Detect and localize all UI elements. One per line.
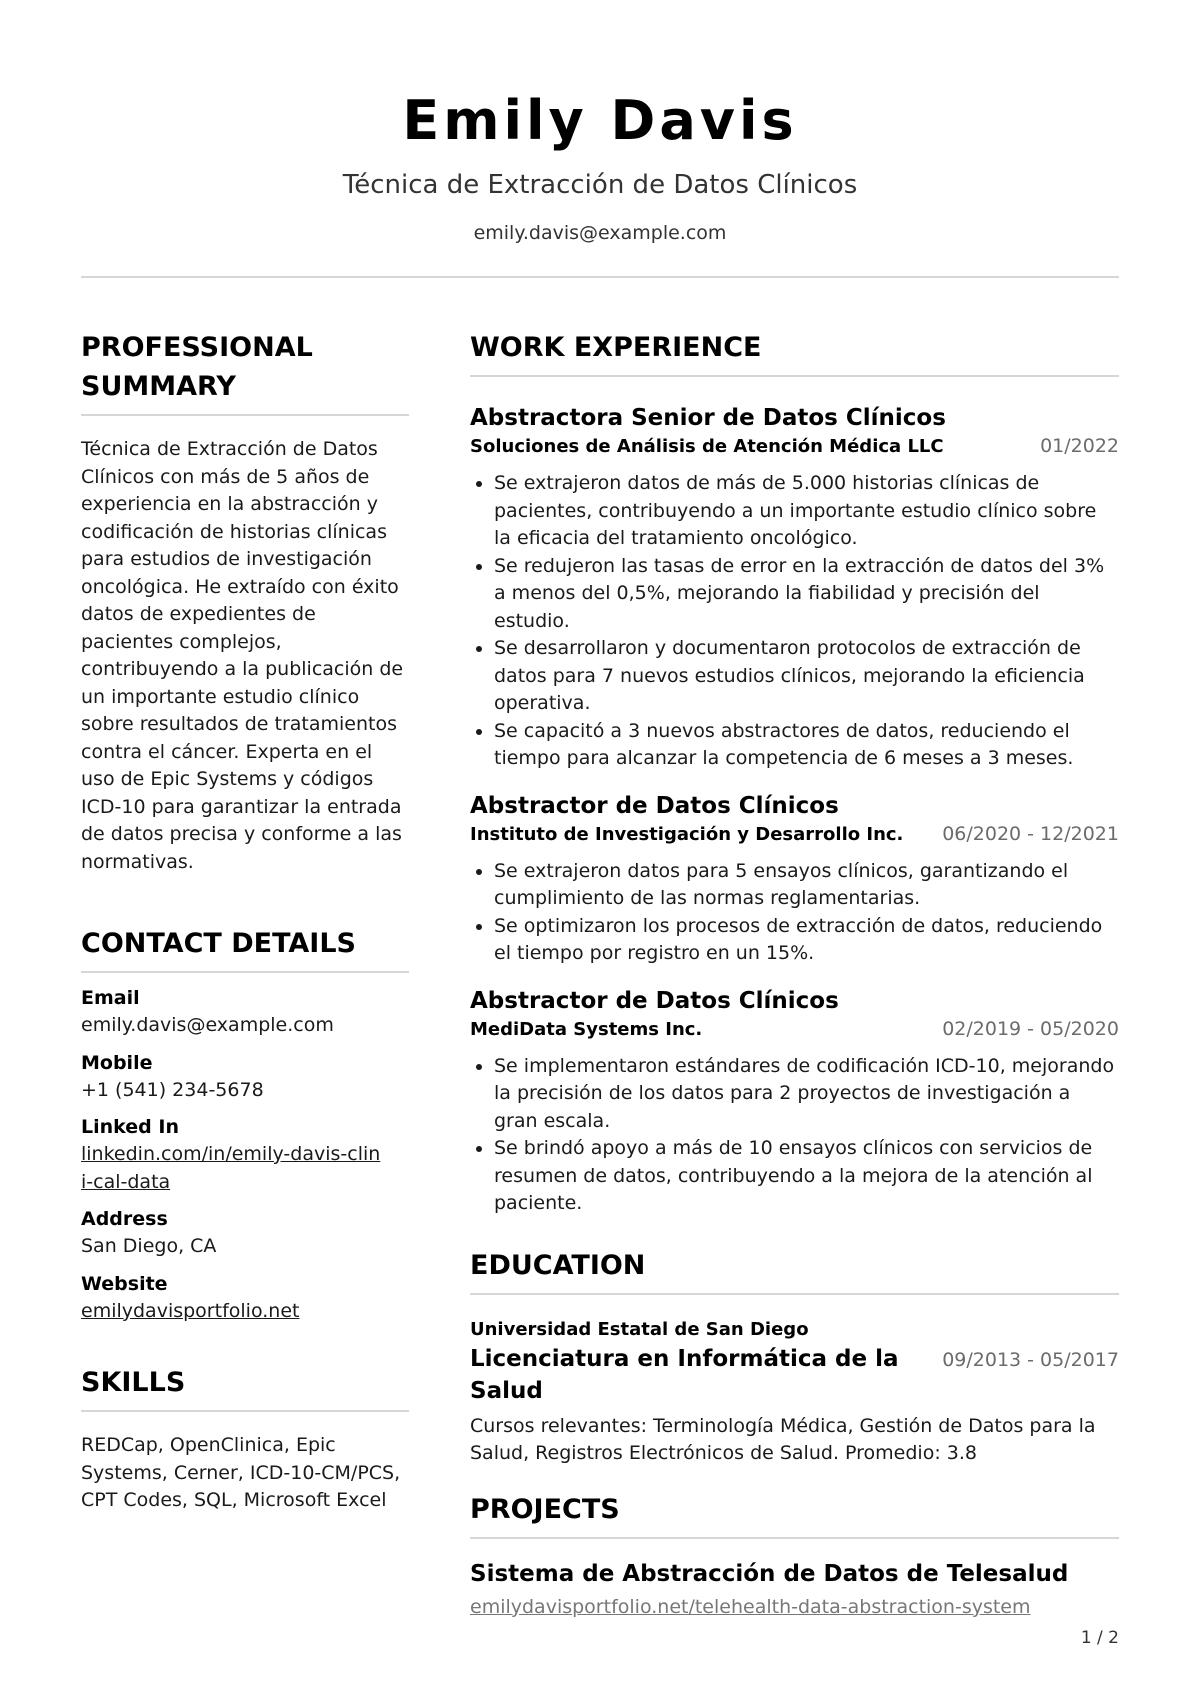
job-title: Abstractor de Datos Clínicos <box>470 987 839 1014</box>
contact-website-link[interactable]: emilydavisportfolio.net <box>81 1299 300 1322</box>
candidate-title: Técnica de Extracción de Datos Clínicos <box>342 170 858 200</box>
education-degree: Licenciatura en Informática de la Salud <box>470 1345 899 1404</box>
job-bullets <box>470 1053 1119 1218</box>
job-company: MediData Systems Inc. <box>470 1018 703 1040</box>
job-bullet: • Se desarrollaron y documentaron protocolos de extracción de datos para 7 nuevos estudios clínicos, mejorando la eficiencia operativa. <box>494 635 1119 718</box>
job-bullet: • Se redujeron las tasas de error en la extracción de datos del 3% a menos del 0,5%, mejorando la fiabilidad y precisión del estudio. <box>494 553 1119 636</box>
header-email[interactable]: emily.davis@example.com <box>473 222 727 244</box>
contact-label-website: Website <box>81 1272 168 1295</box>
job-entry <box>470 791 1119 968</box>
section-divider <box>470 375 1119 377</box>
job-date: 02/2019 - 05/2020 <box>942 1017 1119 1040</box>
education-section <box>470 1246 1119 1468</box>
contact-label-address: Address <box>81 1208 168 1230</box>
education-heading: EDUCATION <box>470 1249 646 1281</box>
summary-heading: PROFESSIONAL SUMMARY <box>81 332 313 402</box>
contact-heading: CONTACT DETAILS <box>81 928 356 959</box>
job-bullet: • Se implementaron estándares de codificación ICD-10, mejorando la precisión de los datos para 2 proyectos de investigación a gran escala. <box>494 1053 1119 1136</box>
contact-linkedin-link[interactable]: linkedin.com/in/emily-davis-clini-cal-data <box>81 1143 381 1193</box>
contact-label-email: Email <box>81 987 140 1009</box>
projects-section <box>470 1490 1119 1621</box>
job-bullets <box>470 470 1119 773</box>
section-divider <box>81 1410 409 1412</box>
skills-section <box>81 1363 409 1515</box>
job-bullet: • Se optimizaron los procesos de extracción de datos, reduciendo el tiempo por registro en un 15%. <box>494 913 1119 968</box>
job-title: Abstractora Senior de Datos Clínicos <box>470 405 946 431</box>
contact-section <box>81 924 409 1325</box>
section-divider <box>470 1537 1119 1539</box>
contact-list <box>81 985 409 1325</box>
contact-label-linkedin: Linked In <box>81 1116 179 1138</box>
experience-heading: WORK EXPERIENCE <box>470 332 762 363</box>
job-company: Instituto de Investigación y Desarrollo Inc. <box>470 823 904 845</box>
project-link[interactable]: emilydavisportfolio.net/telehealth-data-abstraction-system <box>470 1595 1031 1618</box>
job-bullet: • Se extrajeron datos para 5 ensayos clínicos, garantizando el cumplimiento de las normas reglamentarias. <box>494 858 1119 913</box>
skills-heading: SKILLS <box>81 1367 186 1398</box>
job-bullets <box>470 858 1119 968</box>
summary-section <box>81 328 409 876</box>
resume-page <box>81 0 1119 1618</box>
summary-text: Técnica de Extracción de Datos Clínicos con más de 5 años de experiencia en la abstracción y codificación de historias clínicas para estudios de investigación oncológica. He extraído con éxito datos de expedientes de pacientes complejos, contribuyendo a la publicación de un importante estudio clínico sobre resultados de tratamientos contra el cáncer. Experta en el uso de Epic Systems y códigos ICD-10 para garantizar la entrada de datos precisa y conforme a las normativas. <box>81 438 404 873</box>
job-bullet: • Se capacitó a 3 nuevos abstractores de datos, reduciendo el tiempo para alcanzar la competencia de 6 meses a 3 meses. <box>494 718 1119 773</box>
skills-text: REDCap, OpenClinica, Epic Systems, Cerner, ICD-10-CM/PCS, CPT Codes, SQL, Microsoft Excel <box>81 1434 401 1511</box>
job-date: 01/2022 <box>1040 435 1119 457</box>
job-date: 06/2020 - 12/2021 <box>942 822 1119 845</box>
project-title: Sistema de Abstracción de Datos de Telesalud <box>470 1560 1069 1587</box>
section-divider <box>81 971 409 973</box>
contact-mobile[interactable]: +1 (541) 234-5678 <box>81 1078 264 1101</box>
contact-address: San Diego, CA <box>81 1235 217 1257</box>
job-entry <box>470 986 1119 1218</box>
right-column <box>470 328 1119 1621</box>
contact-label-mobile: Mobile <box>81 1051 153 1074</box>
contact-email[interactable]: emily.davis@example.com <box>81 1014 334 1036</box>
header-divider <box>81 276 1119 278</box>
experience-section <box>470 328 1119 1218</box>
section-divider <box>81 414 409 416</box>
education-date: 09/2013 - 05/2017 <box>942 1348 1119 1371</box>
projects-heading: PROJECTS <box>470 1493 620 1525</box>
section-divider <box>470 1293 1119 1295</box>
job-bullet: • Se brindó apoyo a más de 10 ensayos clínicos con servicios de resumen de datos, contribuyendo a la mejora de la atención al paciente. <box>494 1135 1119 1218</box>
candidate-name: Emily Davis <box>402 89 798 152</box>
job-company: Soluciones de Análisis de Atención Médica LLC <box>470 436 944 457</box>
left-column <box>81 328 409 1515</box>
job-bullet: • Se extrajeron datos de más de 5.000 historias clínicas de pacientes, contribuyendo a un importante estudio clínico sobre la eficacia del tratamiento oncológico. <box>494 470 1119 553</box>
job-title: Abstractor de Datos Clínicos <box>470 792 839 819</box>
job-entry <box>470 403 1119 773</box>
education-school: Universidad Estatal de San Diego <box>470 1318 809 1340</box>
page-number: 1 / 2 <box>1080 1628 1119 1648</box>
education-description: Cursos relevantes: Terminología Médica, Gestión de Datos para la Salud, Registros Electrónicos de Salud. Promedio: 3.8 <box>470 1414 1096 1464</box>
